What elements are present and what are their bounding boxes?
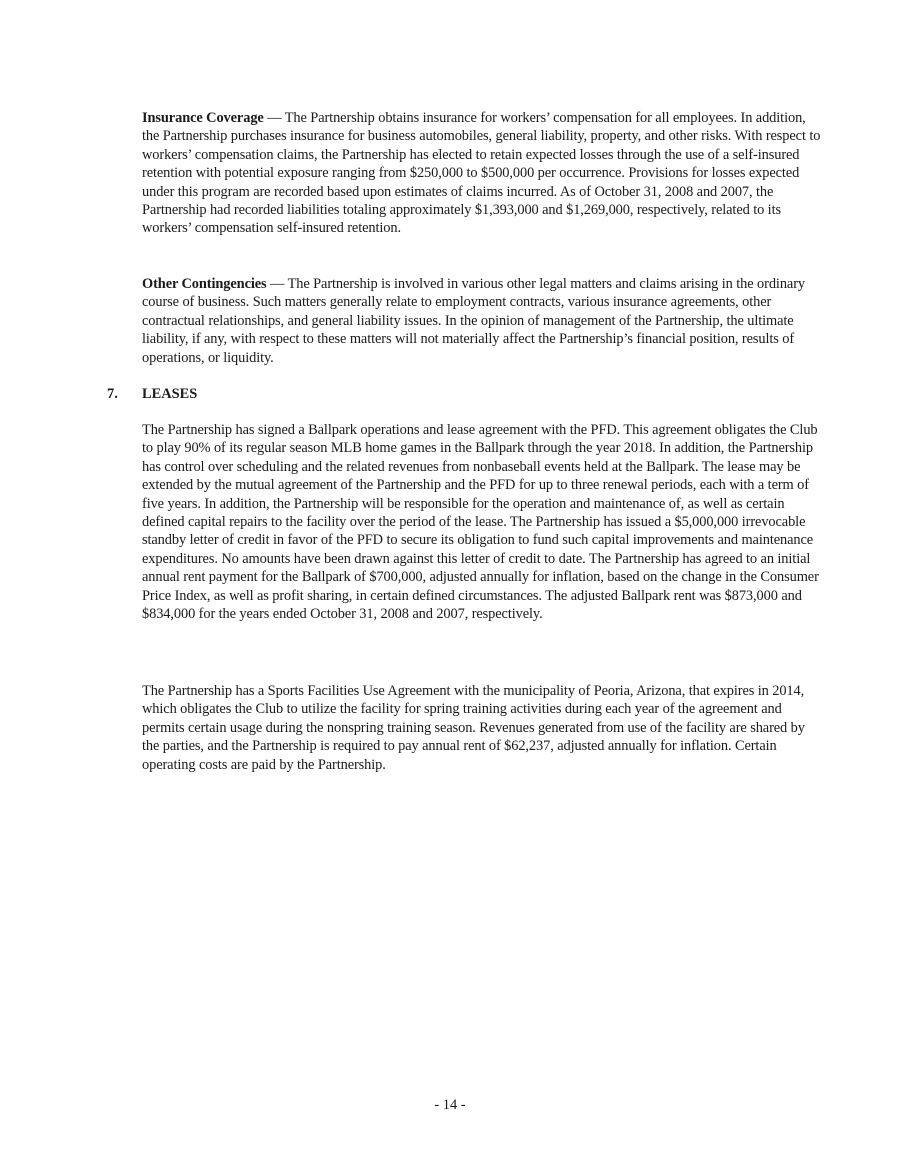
other-contingencies-paragraph [142,275,824,367]
leases-paragraph-2 [142,682,824,774]
insurance-coverage-text: — The Partnership obtains insurance for workers’ compensation for all employees. In addition, the Partnership purchases insurance for business automobiles, general liability, property, and other risks. With respect to workers’ compensation claims, the Partnership has elected to retain expected losses through the use of a self-insured retention with potential exposure ranging from $250,000 to $500,000 per occurrence. Provisions for losses expected under this program are recorded based upon estimates of claims incurred. As of October 31, 2008 and 2007, the Partnership had recorded liabilities totaling approximately $1,393,000 and $1,269,000, respectively, related to its workers’ compensation self-insured retention. [142,110,821,237]
leases-paragraph-1 [142,421,824,623]
leases-paragraph-1-text: The Partnership has signed a Ballpark operations and lease agreement with the PFD. This agreement obligates the Club to play 90% of its regular season MLB home games in the Ballpark through the year 2018. In addition, the Partnership has control over scheduling and the related revenues from nonbaseball events held at the Ballpark. The lease may be extended by the mutual agreement of the Partnership and the PFD for up to three renewal periods, each with a term of five years. In addition, the Partnership will be responsible for the operation and maintenance of, as well as certain defined capital repairs to the facility over the period of the lease. The Partnership has issued a $5,000,000 irrevocable standby letter of credit in favor of the PFD to secure its obligation to fund such capital improvements and maintenance expenditures. No amounts have been drawn against this letter of credit to date. The Partnership has agreed to an initial annual rent payment for the Ballpark of $700,000, adjusted annually for inflation, based on the change in the Consumer Price Index, as well as profit sharing, in certain defined circumstances. The adjusted Ballpark rent was $873,000 and $834,000 for the years ended October 31, 2008 and 2007, respectively. [142,422,819,623]
other-contingencies-text: — The Partnership is involved in various other legal matters and claims arising in the ordinary course of business. Such matters generally relate to employment contracts, various insurance agreements, other contractual relationships, and general liability issues. In the opinion of management of the Partnership, the ultimate liability, if any, with respect to these matters will not materially affect the Partnership’s financial position, results of operations, or liquidity. [142,276,806,366]
insurance-coverage-paragraph [142,109,824,238]
leases-paragraph-2-text: The Partnership has a Sports Facilities Use Agreement with the municipality of Peoria, Arizona, that expires in 2014, which obligates the Club to utilize the facility for spring training activities during each year of the agreement and permits certain usage during the nonspring training season. Revenues generated from use of the facility are shared by the parties, and the Partnership is required to pay annual rent of $62,237, adjusted annually for inflation. Certain operating costs are paid by the Partnership. [142,683,805,773]
other-contingencies-heading: Other Contingencies [142,276,267,292]
page-number: - 14 - [434,1097,466,1113]
section-number: 7. [107,386,118,402]
insurance-coverage-heading: Insurance Coverage [142,110,264,126]
section-title: LEASES [142,386,198,402]
